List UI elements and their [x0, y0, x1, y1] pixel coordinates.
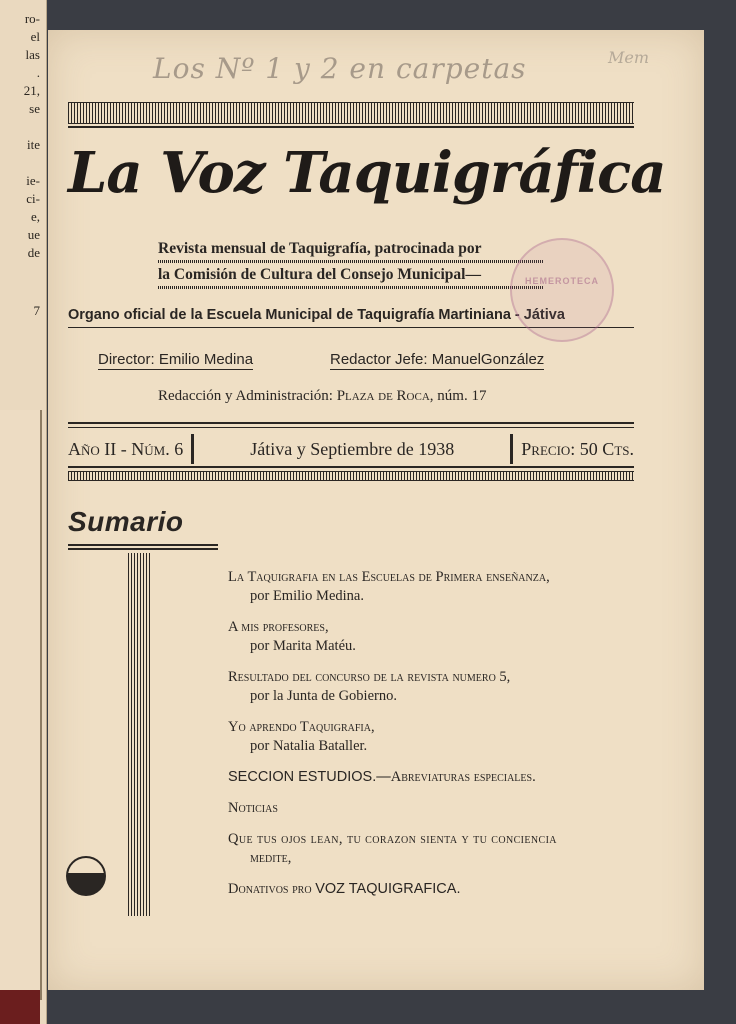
- redaccion-place: Plaza de Roca: [336, 388, 430, 404]
- left-line-gap: [0, 154, 40, 172]
- toc-item-title: Noticias: [228, 800, 278, 816]
- left-line-gap: [0, 118, 40, 136]
- issue-number: Año II - Núm. 6: [68, 438, 184, 459]
- left-line: ro-: [24, 11, 40, 26]
- stamp-text: HEMEROTECA: [524, 276, 599, 286]
- issue-place-date: Játiva y Septiembre de 1938: [250, 438, 455, 459]
- handwritten-note: Los Nº 1 y 2 en carpetas: [153, 52, 527, 85]
- toc-item-title: Que tus ojos lean, tu corazon sienta y tu conciencia: [228, 831, 557, 847]
- issue-info-row: [68, 432, 634, 466]
- issue-rule-top-thin: [68, 427, 634, 428]
- top-hatch-bar: [68, 102, 634, 124]
- toc-item: [228, 568, 648, 606]
- toc-item-author: por la Junta de Gobierno.: [250, 688, 397, 704]
- left-line: ite: [27, 137, 40, 152]
- toc-item: [228, 880, 648, 899]
- issue-separator: [510, 434, 513, 464]
- sumario-heading: Sumario: [68, 506, 184, 537]
- toc-item-title: Resultado del concurso de la revista numero 5,: [228, 669, 511, 685]
- toc-item-title-part: Abreviaturas especiales.: [390, 769, 536, 785]
- toc-item: [228, 718, 648, 756]
- redaccion-line: [158, 388, 486, 405]
- redaccion-label: Redacción y Administración:: [158, 388, 337, 404]
- decorative-side-bar: [128, 553, 152, 916]
- toc-item-title-part: VOZ TAQUIGRAFICA.: [315, 881, 461, 897]
- left-line: ue: [27, 227, 40, 242]
- subtitle-underline-1: [158, 260, 543, 263]
- top-rule: [68, 126, 634, 128]
- library-stamp: [510, 238, 614, 342]
- left-page-text: [0, 10, 40, 320]
- toc-item-author: por Marita Matéu.: [250, 638, 356, 654]
- left-line: ie-: [26, 173, 40, 188]
- redactor-credit: Redactor Jefe: ManuelGonzález: [330, 351, 545, 368]
- toc-item-title: [228, 880, 648, 899]
- left-page-number: 7: [33, 303, 40, 318]
- issue-rule-bottom: [68, 466, 634, 468]
- organo-line: Organo oficial de la Escuela Municipal de Taquigrafía Martiniana - Játiva: [68, 307, 565, 323]
- toc-item: [228, 668, 648, 706]
- toc-item: [228, 618, 648, 656]
- masthead-title: La Voz Taquigráfica: [68, 140, 666, 206]
- decorative-circle: [66, 856, 106, 896]
- toc-item-title-part: SECCION ESTUDIOS.—: [228, 769, 391, 785]
- toc-item: [228, 799, 648, 818]
- toc-item-author: medite,: [250, 850, 292, 866]
- toc-item-title: [228, 768, 648, 787]
- issue-rule-top: [68, 422, 634, 424]
- toc-item-title: A mis profesores,: [228, 619, 329, 635]
- subtitle-line-1: Revista mensual de Taquigrafía, patrocinada por: [158, 240, 482, 257]
- magazine-page: [48, 30, 704, 990]
- left-line: e,: [30, 209, 40, 224]
- toc-item-title: La Taquigrafia en las Escuelas de Primera enseñanza,: [228, 569, 550, 585]
- left-line: ci-: [26, 191, 40, 206]
- table-of-contents: [228, 568, 648, 911]
- sumario-underline: [68, 548, 218, 550]
- redaccion-number: , núm. 17: [429, 388, 487, 404]
- binding-edge: [0, 990, 40, 1024]
- subtitle-underline-2: [158, 286, 543, 289]
- issue-price: Precio: 50 Cts.: [521, 438, 634, 459]
- issue-separator: [191, 434, 194, 464]
- toc-item-author: por Natalia Bataller.: [250, 738, 368, 754]
- toc-item-title: Yo aprendo Taquigrafia,: [228, 719, 375, 735]
- toc-item-title-part: Donativos pro: [228, 881, 316, 897]
- toc-item: [228, 830, 648, 868]
- toc-item-author: por Emilio Medina.: [250, 588, 364, 604]
- sumario-underline: [68, 544, 218, 546]
- handwritten-corner-note: Mem: [608, 48, 650, 67]
- left-line: las: [25, 47, 40, 62]
- left-line: el: [30, 29, 40, 44]
- left-line: .: [36, 65, 40, 80]
- left-page-edge: [0, 410, 42, 1000]
- left-line: de: [27, 245, 40, 260]
- toc-item: [228, 768, 648, 787]
- left-line: se: [29, 101, 40, 116]
- subtitle-line-2: la Comisión de Cultura del Consejo Municipal—: [158, 266, 481, 283]
- issue-hatch-bar: [68, 471, 634, 481]
- left-line-gap: [0, 262, 40, 302]
- director-credit: Director: Emilio Medina: [98, 351, 254, 368]
- left-line: 21,: [23, 83, 40, 98]
